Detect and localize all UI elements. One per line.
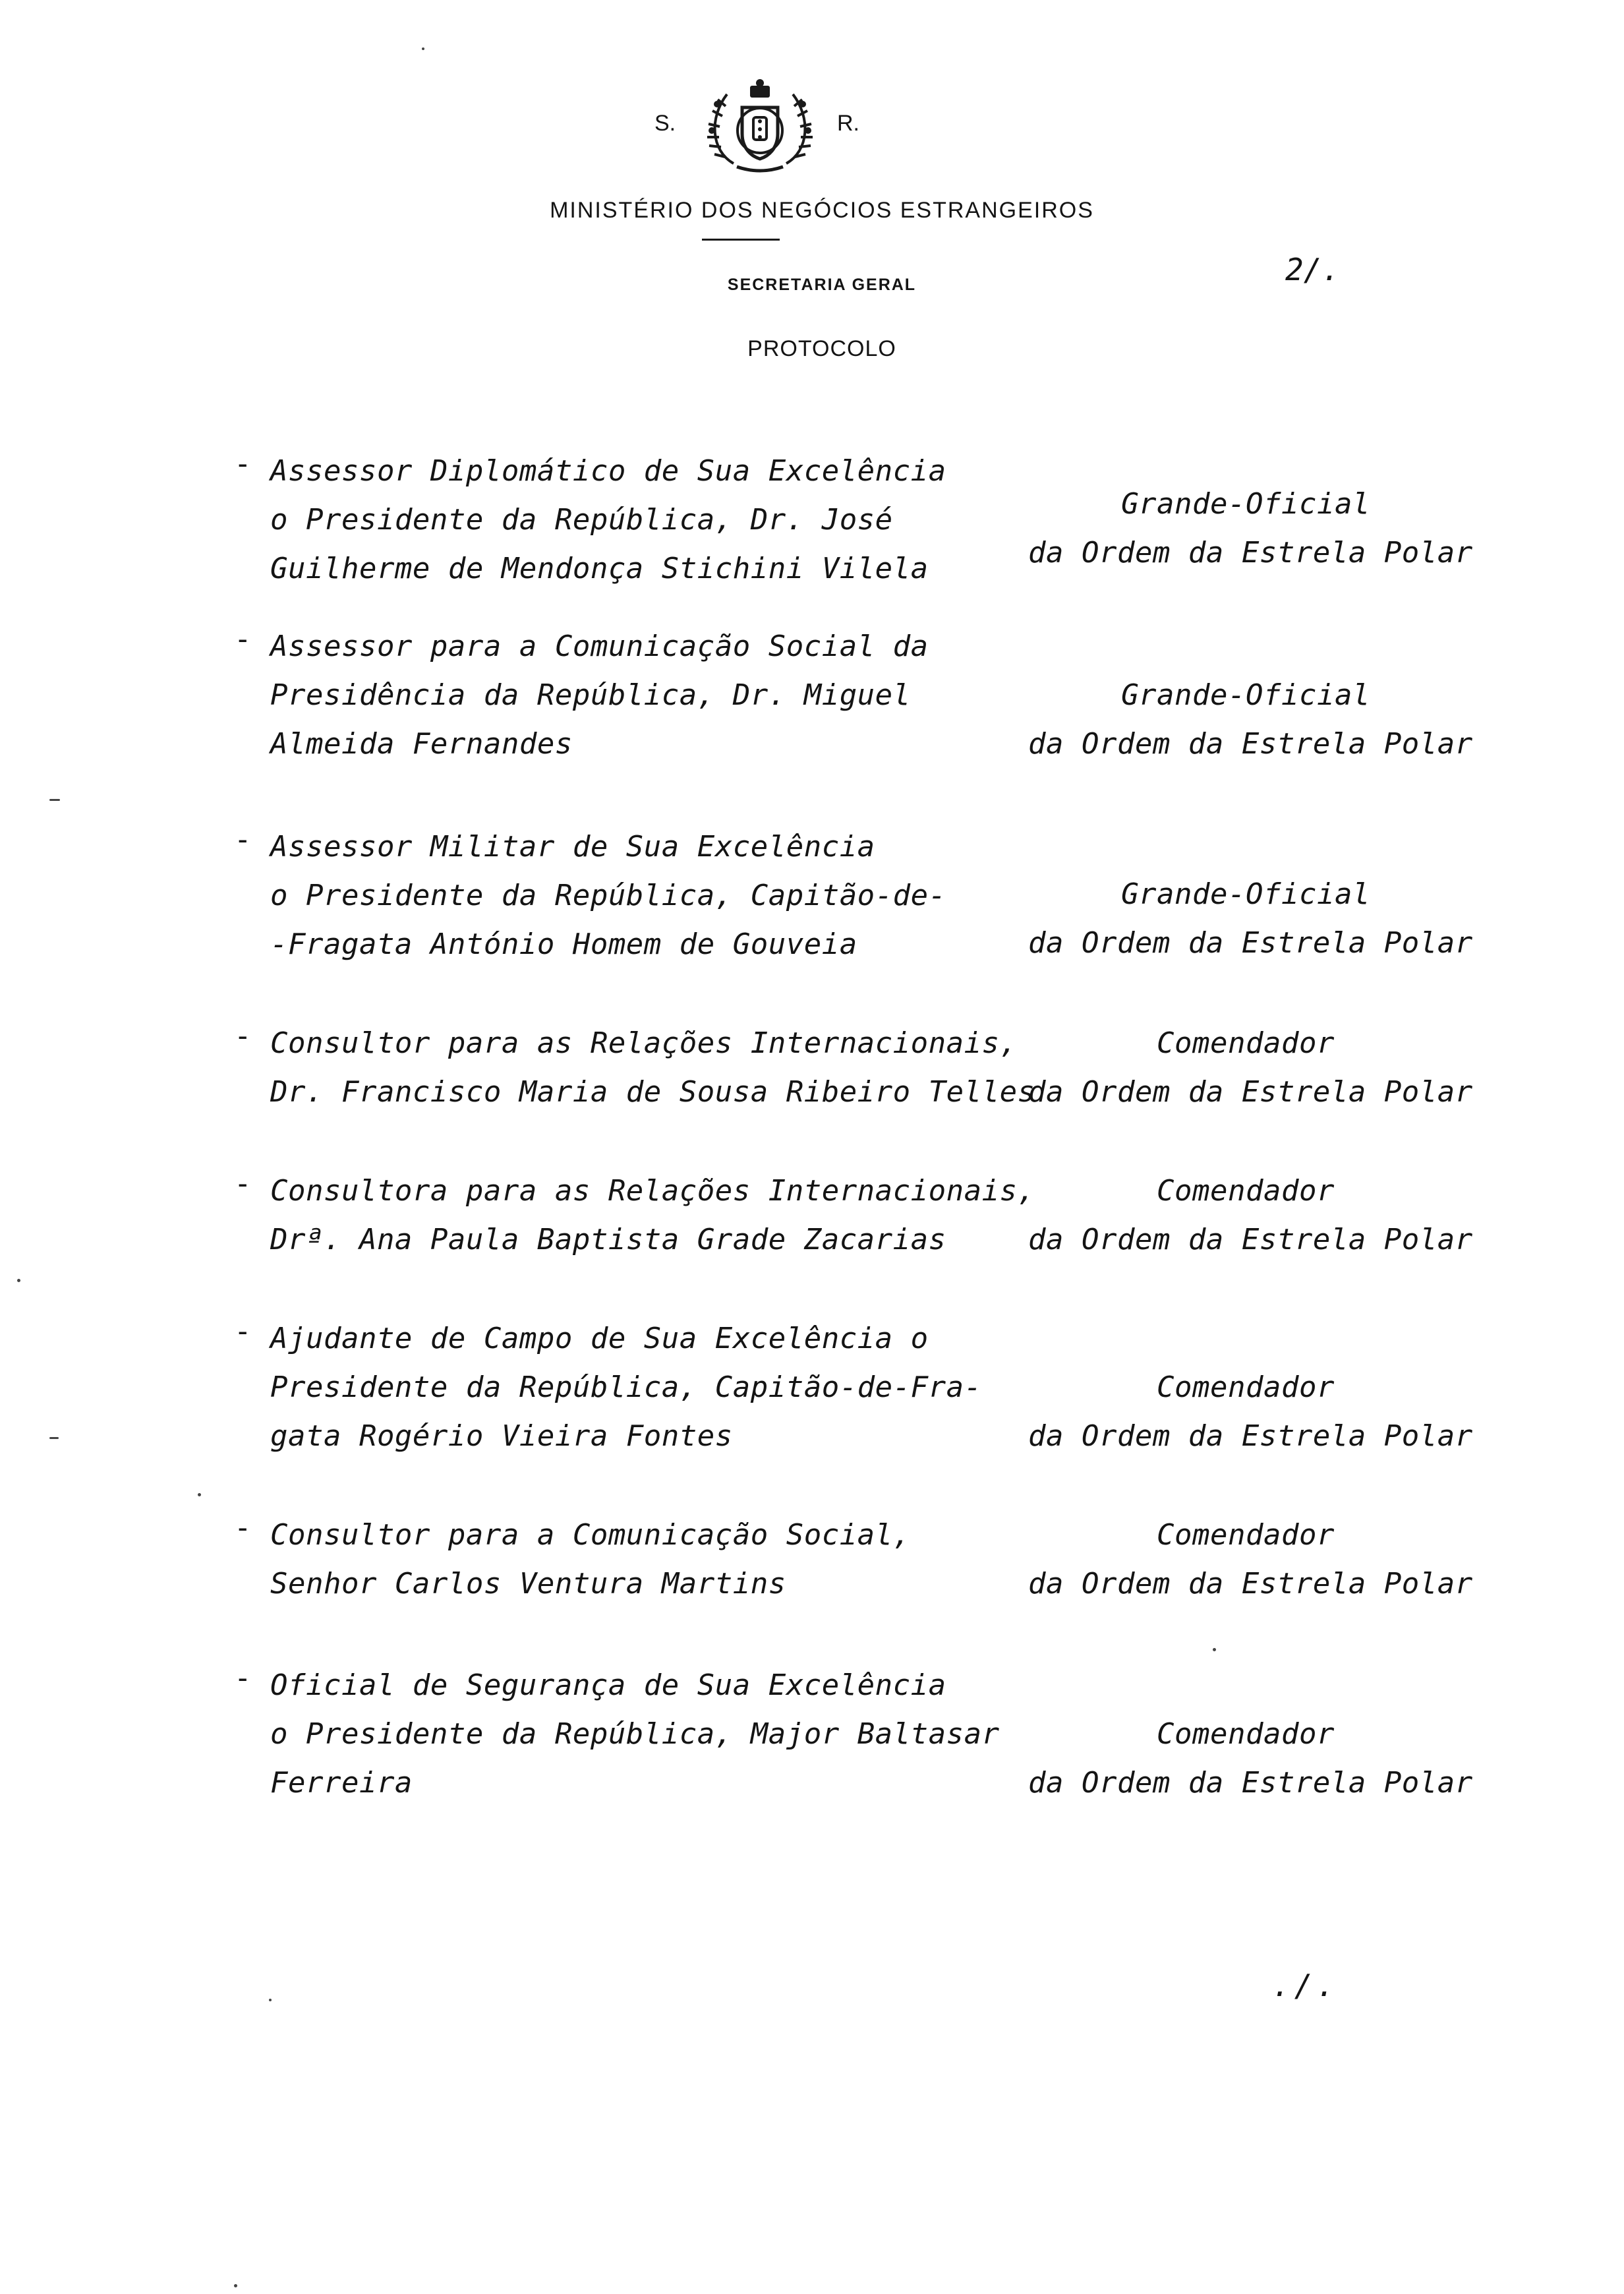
ministry-heading: MINISTÉRIO DOS NEGÓCIOS ESTRANGEIROS — [550, 198, 1094, 223]
department-heading: SECRETARIA GERAL — [727, 276, 917, 294]
scan-speck — [234, 2284, 237, 2287]
award-order: da Ordem da Estrela Polar — [1028, 536, 1473, 570]
bullet-dash: - — [234, 1314, 252, 1348]
bullet-dash: - — [234, 622, 252, 656]
scan-speck — [49, 799, 60, 801]
recipient-line: Presidência da República, Dr. Miguel — [270, 678, 911, 712]
scan-speck — [1213, 1648, 1216, 1651]
award — [1028, 1710, 1473, 1808]
header-right-mark: R. — [837, 111, 859, 136]
recipient-line: Consultor para as Relações Internacionais, — [270, 1026, 1018, 1060]
bullet-dash: - — [234, 1019, 252, 1053]
award-order: da Ordem da Estrela Polar — [1028, 727, 1473, 761]
recipient-description — [270, 447, 1015, 593]
recipient-description — [270, 1314, 1015, 1461]
award-rank: Comendador — [1157, 1370, 1335, 1404]
recipient-line: o Presidente da República, Dr. José — [270, 503, 893, 537]
recipient-line: Assessor Militar de Sua Excelência — [270, 830, 875, 864]
award — [1028, 1363, 1473, 1461]
coat-of-arms-icon — [697, 78, 823, 177]
award — [1028, 1019, 1473, 1117]
scan-speck — [422, 47, 424, 50]
award-rank: Comendador — [1157, 1518, 1335, 1552]
recipient-line: Guilherme de Mendonça Stichini Vilela — [270, 552, 929, 585]
scan-speck — [269, 1999, 272, 2001]
award-order: da Ordem da Estrela Polar — [1028, 926, 1473, 960]
award — [1028, 1511, 1473, 1608]
award-rank: Comendador — [1157, 1174, 1335, 1208]
bullet-dash: - — [234, 1167, 252, 1200]
award-rank: Grande-Oficial — [1121, 487, 1370, 521]
recipient-description — [270, 823, 1015, 969]
recipient-line: Assessor Diplomático de Sua Excelência — [270, 454, 946, 488]
header-divider — [702, 239, 780, 241]
award-order: da Ordem da Estrela Polar — [1028, 1766, 1473, 1800]
section-heading: PROTOCOLO — [747, 336, 896, 361]
recipient-line: -Fragata António Homem de Gouveia — [270, 927, 857, 961]
award — [1028, 1167, 1473, 1264]
recipient-description — [270, 622, 1015, 769]
recipient-line: Senhor Carlos Ventura Martins — [270, 1567, 786, 1601]
bullet-dash: - — [234, 823, 252, 856]
award-order: da Ordem da Estrela Polar — [1028, 1223, 1473, 1256]
recipient-line: Oficial de Segurança de Sua Excelência — [270, 1668, 946, 1702]
recipient-line: Almeida Fernandes — [270, 727, 573, 761]
recipient-description — [270, 1167, 1035, 1264]
award-order: da Ordem da Estrela Polar — [1028, 1419, 1473, 1453]
recipient-description — [270, 1661, 1015, 1808]
recipient-line: Ajudante de Campo de Sua Excelência o — [270, 1322, 929, 1355]
award — [1028, 671, 1473, 769]
recipient-line: Consultora para as Relações Internacionais, — [270, 1174, 1035, 1208]
recipient-description — [270, 1511, 1015, 1608]
bullet-dash: - — [234, 1511, 252, 1544]
recipient-line: Dr. Francisco Maria de Sousa Ribeiro Telles — [270, 1075, 1035, 1109]
recipient-line: Assessor para a Comunicação Social da — [270, 630, 929, 663]
award-rank: Comendador — [1157, 1717, 1335, 1751]
scan-speck — [49, 1437, 59, 1439]
award-rank: Comendador — [1157, 1026, 1335, 1060]
award — [1028, 480, 1473, 577]
award — [1028, 870, 1473, 968]
recipient-line: o Presidente da República, Capitão-de- — [270, 879, 946, 912]
award-rank: Grande-Oficial — [1121, 877, 1370, 911]
recipient-line: Drª. Ana Paula Baptista Grade Zacarias — [270, 1223, 946, 1256]
award-rank: Grande-Oficial — [1121, 678, 1370, 712]
continuation-mark: ./. — [1272, 1968, 1339, 2003]
recipient-description — [270, 1019, 1035, 1117]
recipient-line: Ferreira — [270, 1766, 413, 1800]
bullet-dash: - — [234, 447, 252, 481]
recipient-line: Consultor para a Comunicação Social, — [270, 1518, 911, 1552]
recipient-line: o Presidente da República, Major Baltasar — [270, 1717, 1000, 1751]
scan-speck — [17, 1279, 20, 1282]
award-order: da Ordem da Estrela Polar — [1028, 1075, 1473, 1109]
scan-speck — [198, 1493, 201, 1496]
page-number: 2/. — [1285, 252, 1341, 287]
bullet-dash: - — [234, 1661, 252, 1695]
recipient-line: gata Rogério Vieira Fontes — [270, 1419, 733, 1453]
recipient-line: Presidente da República, Capitão-de-Fra- — [270, 1370, 982, 1404]
header-left-mark: S. — [654, 111, 676, 136]
award-order: da Ordem da Estrela Polar — [1028, 1567, 1473, 1601]
